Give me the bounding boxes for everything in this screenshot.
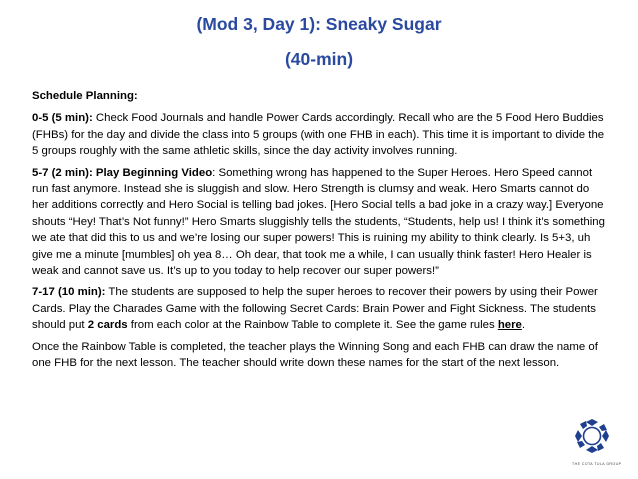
game-rules-link[interactable]: here xyxy=(497,319,522,332)
block-text-continued: from each color at the Rainbow Table to complete it. See the game rules xyxy=(127,319,498,332)
closing-paragraph: Once the Rainbow Table is completed, the teacher plays the Winning Song and each FHB can draw the name of one FHB for the next lesson. The teacher should write down these names for the start of the next lesson. xyxy=(32,340,598,370)
schedule-block-5-7 xyxy=(32,165,608,280)
block-label: 5-7 (2 min): Play Beginning Video xyxy=(32,166,213,179)
company-logo xyxy=(572,418,622,470)
card-count: 2 cards xyxy=(87,319,128,332)
logo-text: THE COTA TULA GROUP xyxy=(572,462,622,466)
block-label: 7-17 (10 min): xyxy=(32,286,106,299)
page-subtitle-duration: (40-min) xyxy=(284,49,354,69)
schedule-block-7-17 xyxy=(32,284,608,333)
lesson-content xyxy=(32,88,608,377)
block-text: Check Food Journals and handle Power Cards accordingly. Recall who are the 5 Food Hero Buddies (FHBs) for the day and divide the class into 5 groups (with one FHB in each). This time it is important to divide the 5 groups roughly with the same athletic skills, since the day activity involves running. xyxy=(32,112,605,158)
octagon-ring-logo-icon xyxy=(574,418,610,454)
block-text: The students are supposed to help the super heroes to recover their powers by using their Power Cards. Play the Charades Game with the following Secret Cards: Brain Power and Fight Sickness. The students should put xyxy=(32,286,598,332)
block-text: : Something wrong has happened to the Super Heroes. Hero Speed cannot run fast anymore. Instead she is sluggish and slow. Hero Strength is clumsy and weak. Hero Smarts cannot do her additions correctly and Hero Social is telling bad jokes. [Hero Social tells a bad joke in a crazy way.] Everyone shouts “Hey! That’s Not funny!” Hero Smarts sluggishly tells the students, “Students, help us! I think it’s something we ate that did this to us and we’re losing our super powers! This is ruining my ability to think clearly. Is 5+3, uh give me a minute [mumbles] oh yea 8… Oh dear, that took me a while, I can usually think faster! Hero Healer is weak and cannot save us. It’s up to you today to help recover our super powers!” xyxy=(32,166,605,278)
schedule-block-0-5 xyxy=(32,110,608,159)
block-text-end: . xyxy=(521,319,526,332)
schedule-heading: Schedule Planning: xyxy=(32,90,138,102)
page-title: (Mod 3, Day 1): Sneaky Sugar xyxy=(196,14,442,34)
block-label: 0-5 (5 min): xyxy=(32,112,93,125)
